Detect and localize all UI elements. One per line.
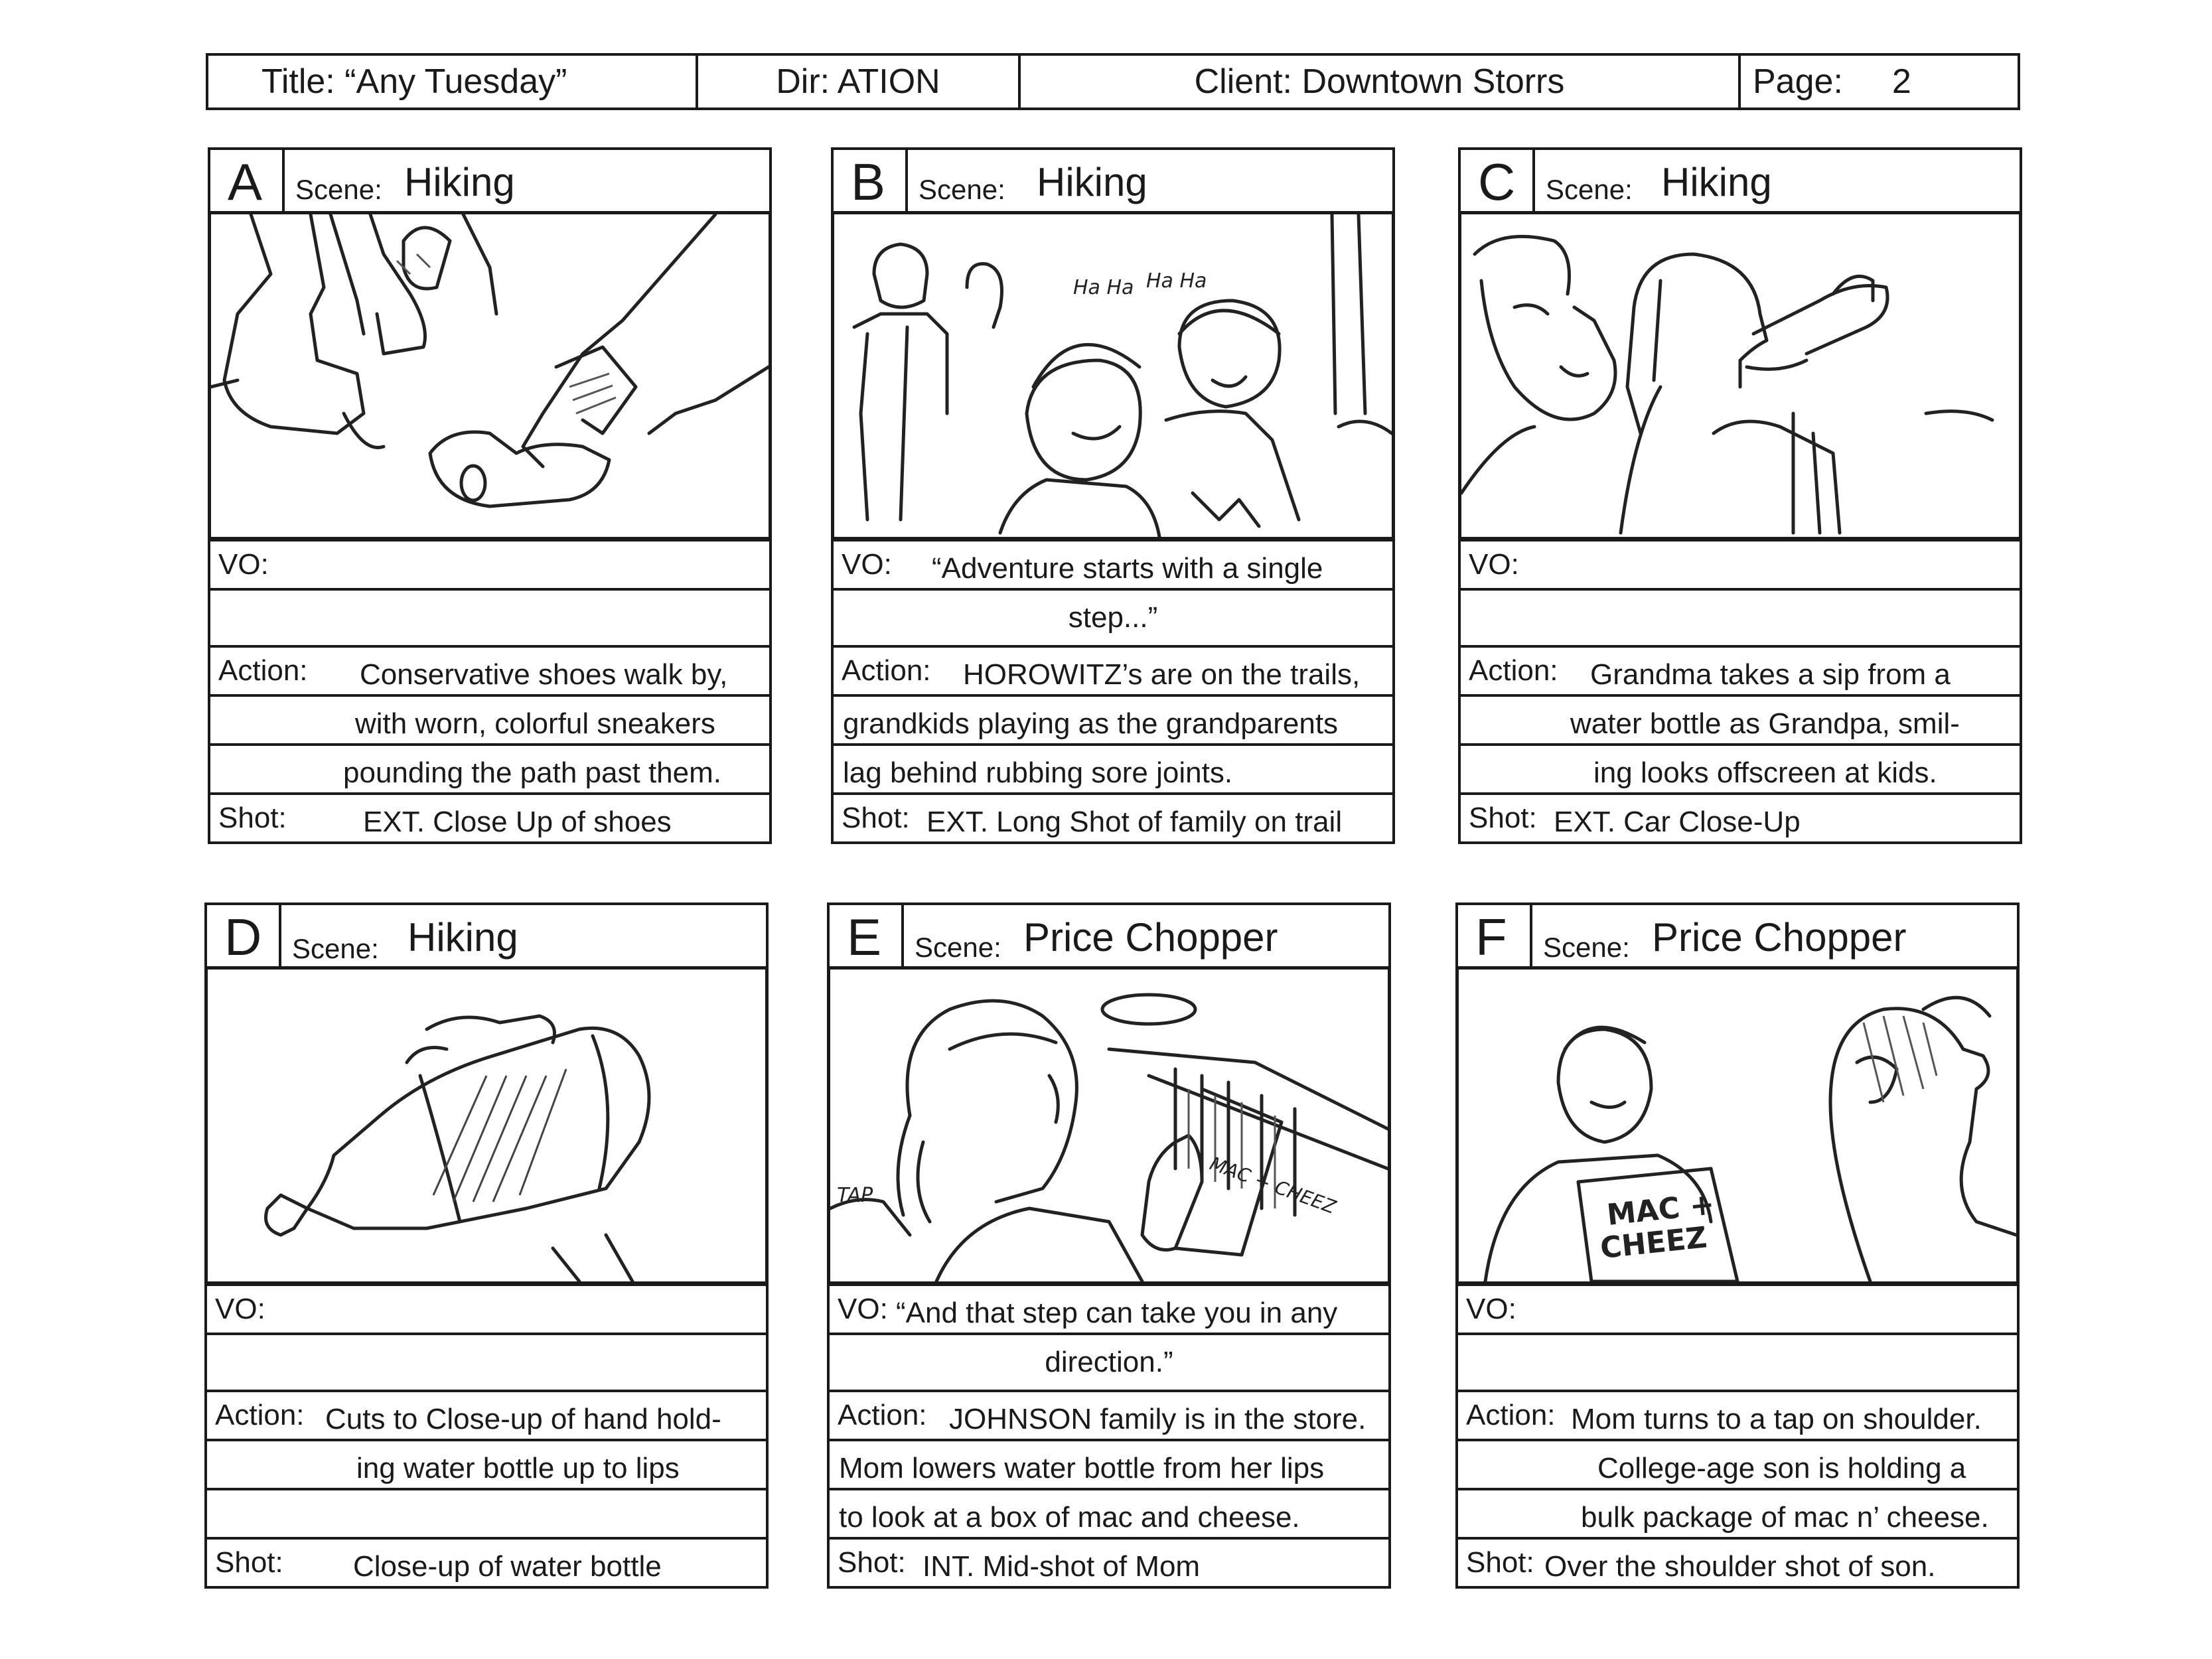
shot-line <box>207 1537 766 1586</box>
action-text-2: water bottle as Grandpa, smil- <box>1570 707 1960 740</box>
frame-details <box>827 1283 1391 1589</box>
action-line <box>1458 1390 2017 1439</box>
sketch-shoes <box>208 211 772 540</box>
action-label: Action: <box>215 1399 305 1431</box>
action-line-2 <box>1458 1439 2017 1488</box>
action-line-3 <box>830 1488 1388 1537</box>
frame-details <box>204 1283 769 1589</box>
action-text-2: College-age son is holding a <box>1597 1452 1966 1484</box>
action-line-3 <box>834 743 1392 792</box>
vo-line-2 <box>210 588 769 645</box>
vo-text: “And that step can take you in any <box>896 1297 1338 1329</box>
sketch-water-bottle <box>204 966 769 1285</box>
vo-line <box>1461 539 2020 588</box>
frame-letter: C <box>1461 150 1535 211</box>
action-line <box>834 645 1392 694</box>
action-text-1: Grandma takes a sip from a <box>1590 658 1951 691</box>
vo-line <box>1458 1283 2017 1333</box>
action-line-2 <box>1461 694 2020 743</box>
vo-label: VO: <box>1466 1293 1516 1325</box>
action-line-3 <box>207 1488 766 1537</box>
scene-row <box>1455 902 2020 969</box>
action-label: Action: <box>218 654 308 687</box>
header-bar <box>206 53 2020 110</box>
scene-label: Scene: <box>295 174 382 205</box>
action-text-3: pounding the path past them. <box>343 757 721 789</box>
scene-label: Scene: <box>1546 174 1633 205</box>
vo-line-2 <box>207 1333 766 1390</box>
sketch-grandma-drinking <box>1458 211 2022 540</box>
shot-label: Shot: <box>1469 802 1537 834</box>
shot-text: EXT. Close Up of shoes <box>363 806 672 838</box>
action-text-1: Cuts to Close-up of hand hold- <box>325 1403 721 1435</box>
frame-details <box>1458 539 2022 844</box>
shot-label: Shot: <box>215 1546 283 1579</box>
shot-line <box>1461 792 2020 841</box>
action-text-1: Mom turns to a tap on shoulder. <box>1571 1403 1982 1435</box>
action-line-2 <box>830 1439 1388 1488</box>
action-text-1: HOROWITZ’s are on the trails, <box>963 658 1361 691</box>
action-text-3: lag behind rubbing sore joints. <box>843 757 1233 789</box>
vo-text-2: direction.” <box>1045 1346 1173 1378</box>
frame-details <box>1455 1283 2020 1589</box>
sketch-son-with-box <box>1455 966 2020 1285</box>
action-text-1: JOHNSON family is in the store. <box>949 1403 1366 1435</box>
action-text-2: ing water bottle up to lips <box>356 1452 680 1484</box>
action-text-3: to look at a box of mac and cheese. <box>839 1501 1300 1534</box>
vo-line-2 <box>1458 1333 2017 1390</box>
scene-row <box>831 147 1395 214</box>
action-text-2: Mom lowers water bottle from her lips <box>839 1452 1325 1484</box>
scene-name: Hiking <box>407 915 518 960</box>
shot-line <box>210 792 769 841</box>
shot-text: INT. Mid-shot of Mom <box>922 1550 1201 1583</box>
action-text-3: bulk package of mac n’ cheese. <box>1581 1501 1989 1534</box>
action-label: Action: <box>1466 1399 1556 1431</box>
action-line-2 <box>210 694 769 743</box>
action-text-2: grandkids playing as the grandparents <box>843 707 1339 740</box>
vo-text-2: step...” <box>1068 601 1158 634</box>
sketch-text-box-2: CHEEZ <box>1598 1220 1709 1265</box>
action-label: Action: <box>842 654 931 687</box>
scene-row <box>204 902 769 969</box>
scene-label: Scene: <box>292 933 379 964</box>
frame-details <box>831 539 1395 844</box>
shot-label: Shot: <box>842 802 910 834</box>
action-label: Action: <box>1469 654 1558 687</box>
sketch-text-tap: TAP <box>837 1184 873 1207</box>
vo-line-2 <box>834 588 1392 645</box>
shot-label: Shot: <box>1466 1546 1534 1579</box>
vo-line <box>207 1283 766 1333</box>
scene-name: Price Chopper <box>1652 915 1907 960</box>
sketch-text-box: MAC + CHEEZ <box>1207 1152 1339 1218</box>
client: Client: Downtown Storrs <box>1021 56 1741 108</box>
frame-letter: D <box>207 905 281 966</box>
shot-text: Close-up of water bottle <box>353 1550 662 1583</box>
action-line-3 <box>1461 743 2020 792</box>
action-text-1: Conservative shoes walk by, <box>360 658 728 691</box>
scene-label: Scene: <box>919 174 1005 205</box>
action-line <box>1461 645 2020 694</box>
scene-name: Price Chopper <box>1023 915 1278 960</box>
scene-row <box>827 902 1391 969</box>
sketch-family-trail <box>831 211 1395 540</box>
director: Dir: ATION <box>698 56 1021 108</box>
shot-text: Over the shoulder shot of son. <box>1544 1550 1936 1583</box>
action-line-2 <box>207 1439 766 1488</box>
frame-letter: F <box>1458 905 1532 966</box>
action-line-2 <box>834 694 1392 743</box>
action-line-3 <box>210 743 769 792</box>
sketch-text-2: Ha Ha <box>1146 269 1207 293</box>
shot-text: EXT. Car Close-Up <box>1554 806 1801 838</box>
frame-letter: B <box>834 150 908 211</box>
vo-line-2 <box>830 1333 1388 1390</box>
frame-letter: E <box>830 905 904 966</box>
scene-name: Hiking <box>1661 160 1772 204</box>
action-line <box>830 1390 1388 1439</box>
shot-label: Shot: <box>838 1546 906 1579</box>
vo-label: VO: <box>215 1293 265 1325</box>
shot-label: Shot: <box>218 802 287 834</box>
shot-line <box>1458 1537 2017 1586</box>
shot-text: EXT. Long Shot of family on trail <box>926 806 1343 838</box>
page-indicator <box>1741 56 2018 108</box>
action-line <box>210 645 769 694</box>
sketch-mom-in-store <box>827 966 1391 1285</box>
scene-row <box>208 147 772 214</box>
vo-text: “Adventure starts with a single <box>932 552 1323 585</box>
frame-letter: A <box>210 150 285 211</box>
shot-line <box>834 792 1392 841</box>
storyboard-title: Title: “Any Tuesday” <box>208 56 698 108</box>
vo-label: VO: <box>838 1293 888 1325</box>
action-line <box>207 1390 766 1439</box>
vo-line <box>834 539 1392 588</box>
action-text-2: with worn, colorful sneakers <box>355 707 715 740</box>
scene-label: Scene: <box>915 932 1001 963</box>
vo-line <box>210 539 769 588</box>
action-text-3: ing looks offscreen at kids. <box>1593 757 1937 789</box>
vo-label: VO: <box>842 548 892 581</box>
shot-line <box>830 1537 1388 1586</box>
vo-line-2 <box>1461 588 2020 645</box>
page-label: Page: <box>1753 62 1843 101</box>
vo-label: VO: <box>218 548 269 581</box>
page-number: 2 <box>1891 62 1911 101</box>
sketch-text-1: Ha Ha <box>1073 276 1134 299</box>
action-line-3 <box>1458 1488 2017 1537</box>
vo-line <box>830 1283 1388 1333</box>
vo-label: VO: <box>1469 548 1519 581</box>
scene-name: Hiking <box>404 160 515 204</box>
action-label: Action: <box>838 1399 927 1431</box>
scene-label: Scene: <box>1543 932 1630 963</box>
scene-name: Hiking <box>1037 160 1147 204</box>
frame-details <box>208 539 772 844</box>
scene-row <box>1458 147 2022 214</box>
sketch-text-box-1: MAC + <box>1605 1187 1716 1232</box>
